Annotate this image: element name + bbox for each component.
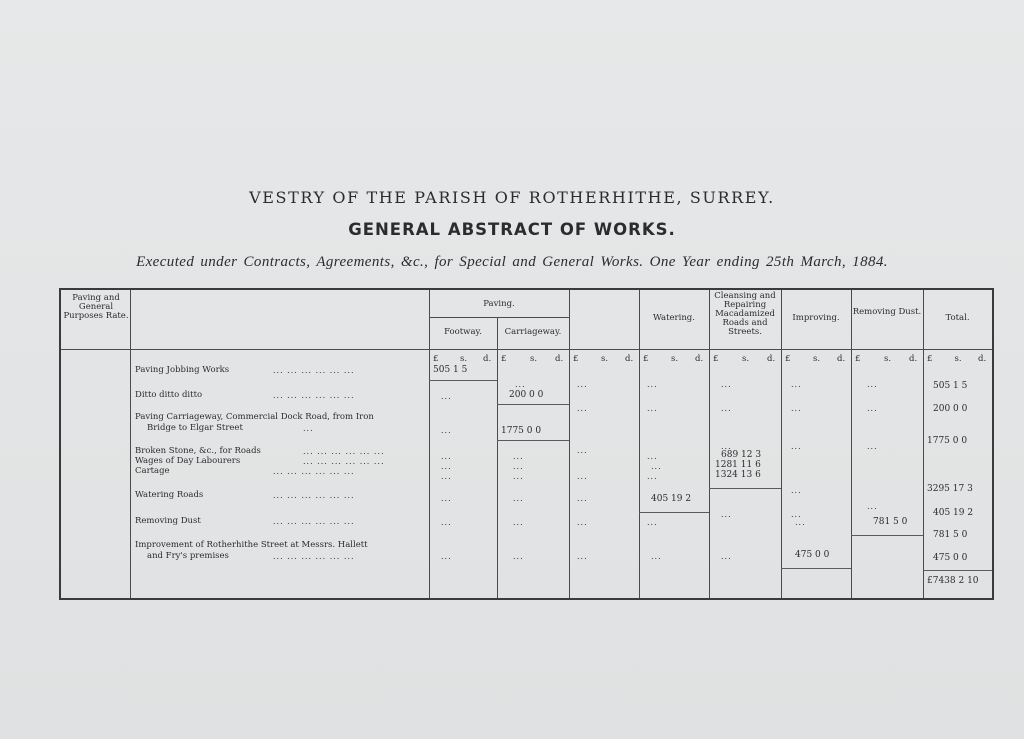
header-removing-dust: Removing Dust. xyxy=(852,307,922,317)
empty-cell-ellipsis: ... xyxy=(577,472,588,481)
currency-unit-d: d. xyxy=(767,354,776,364)
row-label-cartage: Cartage xyxy=(135,466,170,476)
row-label-improvement: Improvement of Rotherhithe Street at Messrs. Hallett xyxy=(135,540,368,550)
empty-cell-ellipsis: ... xyxy=(577,380,588,389)
amount-cleansing-cartage: 1324 13 6 xyxy=(715,470,761,480)
total-improving: 475 0 0 xyxy=(933,553,968,563)
amount-cleansing-broken-stone: 689 12 3 xyxy=(721,450,762,460)
header-improving: Improving. xyxy=(792,313,840,323)
empty-cell-ellipsis: ... xyxy=(441,552,452,561)
total-jobbing: 505 1 5 xyxy=(933,381,968,391)
subtitle-line: Executed under Contracts, Agreements, &c., for Special and General Works. One Year ending 25th March, 1884. xyxy=(136,254,888,270)
empty-cell-ellipsis: ... xyxy=(647,452,658,461)
empty-cell-ellipsis: ... xyxy=(721,510,732,519)
empty-cell-ellipsis: ... xyxy=(577,494,588,503)
empty-cell-ellipsis: ... xyxy=(791,486,802,495)
empty-cell-ellipsis: ... xyxy=(651,552,662,561)
empty-cell-ellipsis: ... xyxy=(791,510,802,519)
empty-cell-ellipsis: ... xyxy=(441,518,452,527)
amount-footway-jobbing: 505 1 5 xyxy=(433,365,468,375)
row-label-removing-dust: Removing Dust xyxy=(135,516,201,526)
header-rate: Paving and General Purposes Rate. xyxy=(63,293,129,321)
header-watering: Watering. xyxy=(653,313,695,323)
row-leader: ... ... ... ... ... ... xyxy=(273,517,355,526)
row-label-paving-jobbing: Paving Jobbing Works xyxy=(135,365,230,375)
empty-cell-ellipsis: ... xyxy=(795,518,806,527)
row-leader: ... ... ... ... ... ... xyxy=(273,391,355,400)
total-commercial: 1775 0 0 xyxy=(927,436,968,446)
total-ditto: 200 0 0 xyxy=(933,404,968,414)
currency-unit-d: d. xyxy=(978,354,987,364)
row-leader: ... ... ... ... ... ... xyxy=(303,447,385,456)
total-roads: 3295 17 3 xyxy=(927,484,973,494)
currency-unit-s: s. xyxy=(601,354,609,364)
empty-cell-ellipsis: ... xyxy=(441,426,452,435)
empty-cell-ellipsis: ... xyxy=(791,404,802,413)
currency-unit-s: s. xyxy=(954,354,962,364)
empty-cell-ellipsis: ... xyxy=(647,518,658,527)
currency-unit-pound: £ xyxy=(433,354,439,364)
header-footway: Footway. xyxy=(444,327,482,337)
currency-unit-s: s. xyxy=(813,354,821,364)
row-leader: ... ... ... ... ... ... xyxy=(273,467,355,476)
amount-removing-dust: 781 5 0 xyxy=(873,517,908,527)
header-carriageway: Carriageway. xyxy=(504,327,562,337)
empty-cell-ellipsis: ... xyxy=(513,452,524,461)
empty-cell-ellipsis: ... xyxy=(577,404,588,413)
empty-cell-ellipsis: ... xyxy=(791,442,802,451)
empty-cell-ellipsis: ... xyxy=(791,380,802,389)
currency-unit-pound: £ xyxy=(713,354,719,364)
header-cleansing: Cleansing and Repairing Macadamized Roads and Streets. xyxy=(714,291,776,337)
row-label-broken-stone: Broken Stone, &c., for Roads xyxy=(135,446,261,456)
row-leader: ... ... ... ... ... ... xyxy=(303,457,385,466)
empty-cell-ellipsis: ... xyxy=(867,404,878,413)
empty-cell-ellipsis: ... xyxy=(647,404,658,413)
empty-cell-ellipsis: ... xyxy=(651,462,662,471)
currency-unit-s: s. xyxy=(530,354,538,364)
currency-unit-d: d. xyxy=(909,354,918,364)
row-label-ditto: Ditto ditto ditto xyxy=(135,390,203,400)
empty-cell-ellipsis: ... xyxy=(721,552,732,561)
amount-improving: 475 0 0 xyxy=(795,550,830,560)
row-leader: ... xyxy=(303,424,314,433)
currency-unit-pound: £ xyxy=(501,354,507,364)
row-leader: ... ... ... ... ... ... xyxy=(273,552,355,561)
row-label-paving-carriageway: Paving Carriageway, Commercial Dock Road, from Iron xyxy=(135,412,374,422)
currency-unit-s: s. xyxy=(460,354,468,364)
empty-cell-ellipsis: ... xyxy=(647,380,658,389)
currency-unit-s: s. xyxy=(671,354,679,364)
row-leader: ... ... ... ... ... ... xyxy=(273,366,355,375)
header-total: Total. xyxy=(945,313,970,323)
amount-carriageway-commercial: 1775 0 0 xyxy=(501,426,542,436)
row-label-paving-carriageway-cont: Bridge to Elgar Street xyxy=(147,423,243,433)
empty-cell-ellipsis: ... xyxy=(867,442,878,451)
currency-unit-pound: £ xyxy=(855,354,861,364)
grand-total: £7438 2 10 xyxy=(927,576,979,586)
header-paving: Paving. xyxy=(483,299,515,309)
currency-unit-s: s. xyxy=(884,354,892,364)
empty-cell-ellipsis: ... xyxy=(513,518,524,527)
empty-cell-ellipsis: ... xyxy=(721,380,732,389)
row-leader: ... ... ... ... ... ... xyxy=(273,491,355,500)
empty-cell-ellipsis: ... xyxy=(867,502,878,511)
amount-watering-roads: 405 19 2 xyxy=(651,494,692,504)
total-dust: 781 5 0 xyxy=(933,530,968,540)
currency-unit-d: d. xyxy=(625,354,634,364)
empty-cell-ellipsis: ... xyxy=(441,494,452,503)
currency-unit-pound: £ xyxy=(573,354,579,364)
empty-cell-ellipsis: ... xyxy=(513,462,524,471)
empty-cell-ellipsis: ... xyxy=(515,380,526,389)
empty-cell-ellipsis: ... xyxy=(647,472,658,481)
empty-cell-ellipsis: ... xyxy=(721,442,732,451)
empty-cell-ellipsis: ... xyxy=(577,552,588,561)
currency-unit-pound: £ xyxy=(927,354,933,364)
currency-unit-d: d. xyxy=(555,354,564,364)
amount-cleansing-wages: 1281 11 6 xyxy=(715,460,761,470)
currency-unit-d: d. xyxy=(483,354,492,364)
currency-unit-d: d. xyxy=(837,354,846,364)
empty-cell-ellipsis: ... xyxy=(513,494,524,503)
currency-unit-pound: £ xyxy=(643,354,649,364)
empty-cell-ellipsis: ... xyxy=(441,472,452,481)
currency-unit-pound: £ xyxy=(785,354,791,364)
empty-cell-ellipsis: ... xyxy=(577,446,588,455)
amount-carriageway-ditto: 200 0 0 xyxy=(509,390,544,400)
empty-cell-ellipsis: ... xyxy=(441,462,452,471)
total-watering: 405 19 2 xyxy=(933,508,974,518)
currency-unit-s: s. xyxy=(742,354,750,364)
empty-cell-ellipsis: ... xyxy=(577,518,588,527)
abstract-heading: GENERAL ABSTRACT OF WORKS. xyxy=(348,220,676,239)
currency-unit-d: d. xyxy=(695,354,704,364)
empty-cell-ellipsis: ... xyxy=(867,380,878,389)
empty-cell-ellipsis: ... xyxy=(441,392,452,401)
empty-cell-ellipsis: ... xyxy=(513,472,524,481)
empty-cell-ellipsis: ... xyxy=(513,552,524,561)
vestry-heading: VESTRY OF THE PARISH OF ROTHERHITHE, SURREY. xyxy=(249,188,775,207)
row-label-watering-roads: Watering Roads xyxy=(135,490,204,500)
row-label-wages: Wages of Day Labourers xyxy=(135,456,241,466)
empty-cell-ellipsis: ... xyxy=(721,404,732,413)
empty-cell-ellipsis: ... xyxy=(441,452,452,461)
row-label-improvement-cont: and Fry's premises xyxy=(147,551,229,561)
works-table xyxy=(59,288,994,600)
